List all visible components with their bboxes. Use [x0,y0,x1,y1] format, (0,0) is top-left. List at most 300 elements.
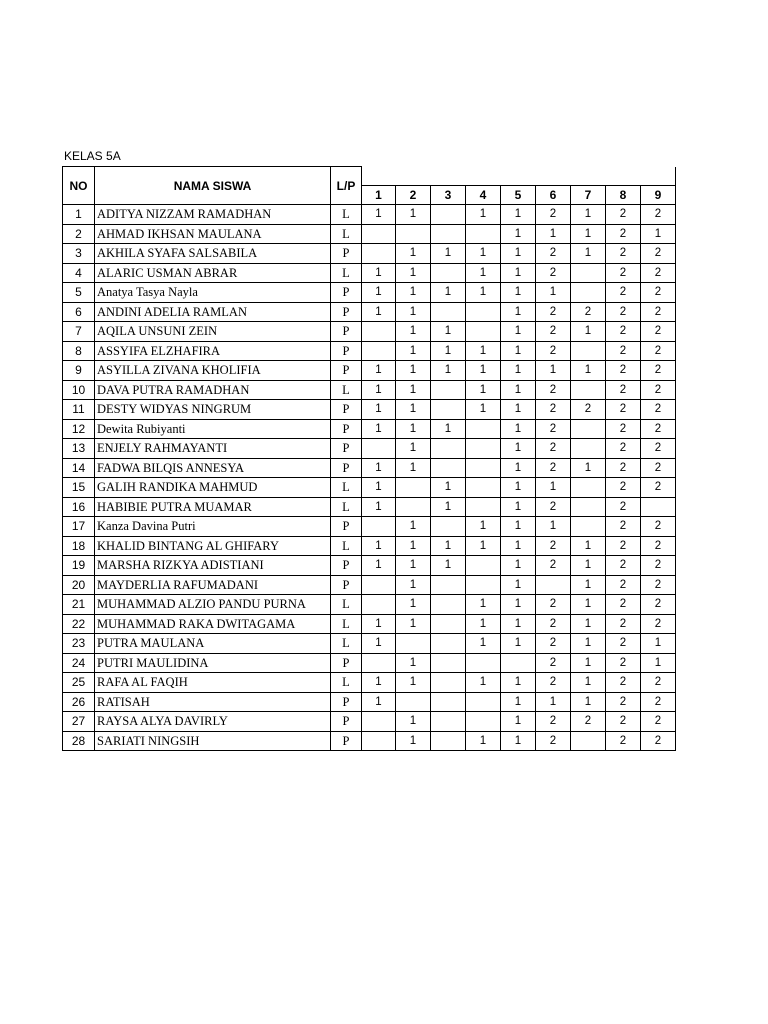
score-cell-1: 1 [362,458,396,478]
student-gender: P [331,283,362,303]
score-cell-1: 1 [362,380,396,400]
score-cell-8: 2 [606,731,641,751]
score-cell-3 [431,595,466,615]
score-cell-2: 1 [396,302,431,322]
table-row [63,458,676,478]
score-cell-8: 2 [606,595,641,615]
score-cell-1: 1 [362,556,396,576]
score-cell-3: 1 [431,244,466,264]
score-cell-7: 1 [571,653,606,673]
row-number: 3 [63,244,95,264]
row-number: 13 [63,439,95,459]
score-cell-7: 1 [571,595,606,615]
score-cell-1 [362,575,396,595]
score-cell-9: 2 [641,361,676,381]
score-cell-6: 2 [536,673,571,693]
score-cell-7: 1 [571,556,606,576]
header-lp: L/P [331,167,362,205]
score-cell-9: 2 [641,302,676,322]
student-name: Dewita Rubiyanti [95,419,331,439]
score-cell-8: 2 [606,517,641,537]
score-cell-6: 2 [536,712,571,732]
row-number: 8 [63,341,95,361]
row-number: 2 [63,224,95,244]
score-cell-4 [466,575,501,595]
score-cell-2: 1 [396,556,431,576]
score-cell-3 [431,731,466,751]
score-cell-5: 1 [501,478,536,498]
score-cell-3: 1 [431,478,466,498]
score-cell-7 [571,380,606,400]
score-cell-3 [431,653,466,673]
score-cell-6: 2 [536,458,571,478]
student-name: Anatya Tasya Nayla [95,283,331,303]
score-cell-8: 2 [606,400,641,420]
student-name: FADWA BILQIS ANNESYA [95,458,331,478]
score-cell-7 [571,419,606,439]
table-row [63,653,676,673]
score-cell-7: 1 [571,634,606,654]
score-cell-5: 1 [501,595,536,615]
score-cell-1: 1 [362,361,396,381]
score-cell-8: 2 [606,224,641,244]
table-row [63,322,676,342]
score-cell-3 [431,634,466,654]
row-number: 12 [63,419,95,439]
score-cell-4: 1 [466,731,501,751]
score-cell-7: 1 [571,322,606,342]
score-cell-9: 2 [641,731,676,751]
score-cell-6: 2 [536,302,571,322]
score-cell-8: 2 [606,614,641,634]
score-cell-9: 2 [641,478,676,498]
score-cell-5: 1 [501,634,536,654]
score-cell-2: 1 [396,283,431,303]
student-name: RATISAH [95,692,331,712]
score-cell-9: 2 [641,517,676,537]
row-number: 19 [63,556,95,576]
score-cell-6: 2 [536,556,571,576]
row-number: 15 [63,478,95,498]
score-cell-9: 2 [641,614,676,634]
student-name: MAYDERLIA RAFUMADANI [95,575,331,595]
score-cell-3 [431,458,466,478]
score-cell-2: 1 [396,673,431,693]
score-cell-8: 2 [606,302,641,322]
student-gender: P [331,439,362,459]
score-cell-3 [431,614,466,634]
header-item-1: 1 [362,185,396,204]
student-name: ALARIC USMAN ABRAR [95,263,331,283]
score-cell-8: 2 [606,380,641,400]
score-cell-5: 1 [501,731,536,751]
score-cell-9: 2 [641,575,676,595]
table-row [63,263,676,283]
score-cell-9: 2 [641,692,676,712]
student-score-table [62,166,676,751]
student-gender: P [331,556,362,576]
student-gender: L [331,224,362,244]
row-number: 14 [63,458,95,478]
table-row [63,634,676,654]
student-name: HABIBIE PUTRA MUAMAR [95,497,331,517]
score-cell-9: 2 [641,536,676,556]
score-cell-2: 1 [396,205,431,225]
score-cell-5: 1 [501,536,536,556]
score-cell-1 [362,322,396,342]
score-cell-7: 1 [571,361,606,381]
score-cell-8: 2 [606,439,641,459]
table-row [63,419,676,439]
table-row [63,556,676,576]
score-cell-8: 2 [606,653,641,673]
row-number: 17 [63,517,95,537]
row-number: 5 [63,283,95,303]
score-cell-1: 1 [362,478,396,498]
student-gender: L [331,634,362,654]
score-cell-6: 2 [536,731,571,751]
score-cell-6: 2 [536,595,571,615]
table-row [63,673,676,693]
student-name: AHMAD IKHSAN MAULANA [95,224,331,244]
score-cell-6: 1 [536,361,571,381]
score-cell-8: 2 [606,419,641,439]
score-cell-3 [431,692,466,712]
score-cell-2 [396,692,431,712]
score-cell-6: 2 [536,400,571,420]
score-cell-6: 2 [536,205,571,225]
score-cell-2 [396,497,431,517]
score-cell-5: 1 [501,244,536,264]
score-cell-9: 2 [641,322,676,342]
score-cell-7: 1 [571,575,606,595]
student-gender: L [331,497,362,517]
score-cell-5: 1 [501,712,536,732]
score-cell-8: 2 [606,478,641,498]
score-cell-8: 2 [606,205,641,225]
score-cell-5: 1 [501,361,536,381]
score-cell-5: 1 [501,205,536,225]
score-cell-7: 2 [571,712,606,732]
student-name: ADITYA NIZZAM RAMADHAN [95,205,331,225]
score-cell-8: 2 [606,712,641,732]
student-name: DAVA PUTRA RAMADHAN [95,380,331,400]
row-number: 28 [63,731,95,751]
table-row [63,400,676,420]
score-cell-4: 1 [466,341,501,361]
score-cell-3 [431,263,466,283]
score-cell-8: 2 [606,283,641,303]
score-cell-7: 1 [571,536,606,556]
student-name: RAYSA ALYA DAVIRLY [95,712,331,732]
score-cell-2: 1 [396,400,431,420]
table-row [63,614,676,634]
row-number: 18 [63,536,95,556]
score-cell-2 [396,478,431,498]
student-name: Kanza Davina Putri [95,517,331,537]
table-row [63,595,676,615]
score-cell-2: 1 [396,712,431,732]
student-gender: L [331,478,362,498]
score-cell-4 [466,478,501,498]
score-cell-7: 2 [571,400,606,420]
score-cell-2: 1 [396,361,431,381]
score-cell-9: 2 [641,263,676,283]
score-cell-1 [362,731,396,751]
score-cell-5: 1 [501,302,536,322]
score-cell-1 [362,341,396,361]
score-cell-8: 2 [606,458,641,478]
score-cell-8: 2 [606,263,641,283]
score-cell-6: 2 [536,419,571,439]
table-row [63,439,676,459]
score-cell-1 [362,244,396,264]
score-cell-4 [466,302,501,322]
score-cell-8: 2 [606,361,641,381]
score-cell-1: 1 [362,536,396,556]
score-cell-8: 2 [606,692,641,712]
score-cell-6: 2 [536,497,571,517]
student-gender: P [331,692,362,712]
score-cell-9: 2 [641,439,676,459]
table-row [63,380,676,400]
score-cell-3 [431,224,466,244]
score-cell-2 [396,634,431,654]
table-row [63,341,676,361]
score-cell-6: 1 [536,692,571,712]
student-gender: L [331,595,362,615]
student-gender: P [331,731,362,751]
score-cell-2: 1 [396,595,431,615]
score-cell-7 [571,263,606,283]
score-cell-3: 1 [431,341,466,361]
score-cell-4 [466,712,501,732]
table-row [63,517,676,537]
student-gender: P [331,302,362,322]
student-gender: P [331,400,362,420]
student-gender: P [331,361,362,381]
score-cell-4: 1 [466,614,501,634]
student-gender: P [331,458,362,478]
score-cell-5: 1 [501,673,536,693]
score-cell-4: 1 [466,263,501,283]
score-cell-1: 1 [362,302,396,322]
table-row [63,536,676,556]
score-cell-3 [431,302,466,322]
score-cell-8: 2 [606,634,641,654]
score-cell-2: 1 [396,380,431,400]
score-cell-7: 2 [571,302,606,322]
score-cell-5: 1 [501,322,536,342]
score-cell-6: 1 [536,478,571,498]
score-cell-4 [466,653,501,673]
score-cell-7 [571,731,606,751]
student-gender: L [331,536,362,556]
student-name: MUHAMMAD ALZIO PANDU PURNA [95,595,331,615]
row-number: 6 [63,302,95,322]
score-cell-4: 1 [466,673,501,693]
score-cell-2: 1 [396,575,431,595]
score-cell-3: 1 [431,361,466,381]
score-cell-5: 1 [501,224,536,244]
table-row [63,692,676,712]
score-cell-6: 2 [536,439,571,459]
score-cell-9: 2 [641,673,676,693]
score-cell-1: 1 [362,419,396,439]
score-cell-1 [362,712,396,732]
table-row [63,731,676,751]
score-cell-4: 1 [466,380,501,400]
student-rows [63,205,676,751]
score-cell-5: 1 [501,341,536,361]
row-number: 23 [63,634,95,654]
score-cell-1: 1 [362,634,396,654]
student-name: PUTRA MAULANA [95,634,331,654]
score-cell-4: 1 [466,244,501,264]
header-items-group [362,167,676,186]
table-row [63,361,676,381]
row-number: 24 [63,653,95,673]
score-cell-2: 1 [396,439,431,459]
score-cell-1: 1 [362,400,396,420]
student-gender: P [331,575,362,595]
score-cell-4 [466,458,501,478]
score-cell-4: 1 [466,595,501,615]
score-cell-6: 1 [536,517,571,537]
student-gender: P [331,341,362,361]
score-cell-9: 2 [641,283,676,303]
student-gender: L [331,673,362,693]
row-number: 20 [63,575,95,595]
score-cell-8: 2 [606,536,641,556]
score-cell-5: 1 [501,419,536,439]
student-name: AQILA UNSUNI ZEIN [95,322,331,342]
score-cell-4 [466,556,501,576]
score-cell-2: 1 [396,263,431,283]
student-name: GALIH RANDIKA MAHMUD [95,478,331,498]
score-cell-5: 1 [501,458,536,478]
student-name: ASSYIFA ELZHAFIRA [95,341,331,361]
row-number: 4 [63,263,95,283]
score-cell-6: 2 [536,244,571,264]
score-cell-6: 1 [536,283,571,303]
student-name: ANDINI ADELIA RAMLAN [95,302,331,322]
student-gender: P [331,712,362,732]
score-cell-6: 2 [536,536,571,556]
score-cell-9: 1 [641,634,676,654]
table-row [63,478,676,498]
student-name: ENJELY RAHMAYANTI [95,439,331,459]
score-cell-9: 2 [641,205,676,225]
header-item-5: 5 [501,185,536,204]
score-cell-3 [431,673,466,693]
score-cell-1: 1 [362,673,396,693]
score-cell-3 [431,380,466,400]
score-cell-6: 2 [536,614,571,634]
header-item-8: 8 [606,185,641,204]
score-cell-6: 2 [536,653,571,673]
score-cell-8: 2 [606,244,641,264]
score-cell-7 [571,439,606,459]
score-cell-7: 1 [571,244,606,264]
class-title: KELAS 5A [64,149,121,163]
score-cell-4 [466,224,501,244]
score-cell-4: 1 [466,634,501,654]
header-item-3: 3 [431,185,466,204]
score-cell-4 [466,692,501,712]
score-cell-2: 1 [396,614,431,634]
score-cell-2: 1 [396,419,431,439]
score-cell-3 [431,400,466,420]
score-cell-4: 1 [466,517,501,537]
row-number: 16 [63,497,95,517]
row-number: 25 [63,673,95,693]
table-row [63,283,676,303]
score-cell-2: 1 [396,322,431,342]
student-name: ASYILLA ZIVANA KHOLIFIA [95,361,331,381]
table-row [63,205,676,225]
score-cell-2: 1 [396,731,431,751]
score-cell-5: 1 [501,380,536,400]
score-cell-6: 2 [536,380,571,400]
score-cell-9 [641,497,676,517]
student-name: MUHAMMAD RAKA DWITAGAMA [95,614,331,634]
score-cell-4 [466,439,501,459]
row-number: 21 [63,595,95,615]
score-cell-2: 1 [396,244,431,264]
score-cell-8: 2 [606,322,641,342]
score-cell-3: 1 [431,283,466,303]
score-cell-5: 1 [501,439,536,459]
score-cell-9: 2 [641,458,676,478]
score-cell-6: 2 [536,634,571,654]
score-cell-3 [431,712,466,732]
row-number: 22 [63,614,95,634]
score-cell-1: 1 [362,205,396,225]
score-cell-9: 2 [641,341,676,361]
score-cell-9: 2 [641,712,676,732]
score-cell-9: 2 [641,419,676,439]
student-gender: L [331,205,362,225]
score-cell-4: 1 [466,400,501,420]
score-cell-7: 1 [571,458,606,478]
table-row [63,302,676,322]
score-cell-3 [431,575,466,595]
score-cell-8: 2 [606,341,641,361]
score-cell-2: 1 [396,341,431,361]
score-cell-3: 1 [431,536,466,556]
score-cell-4: 1 [466,536,501,556]
header-item-4: 4 [466,185,501,204]
student-name: DESTY WIDYAS NINGRUM [95,400,331,420]
score-cell-6: 2 [536,341,571,361]
score-cell-9: 2 [641,380,676,400]
score-cell-7: 1 [571,614,606,634]
student-gender: L [331,614,362,634]
table-row [63,575,676,595]
score-cell-4: 1 [466,205,501,225]
header-no: NO [63,167,95,205]
row-number: 9 [63,361,95,381]
score-cell-2: 1 [396,517,431,537]
score-cell-7 [571,478,606,498]
student-gender: P [331,517,362,537]
score-cell-2: 1 [396,536,431,556]
score-cell-7: 1 [571,205,606,225]
score-cell-3 [431,439,466,459]
score-cell-1: 1 [362,283,396,303]
score-cell-1 [362,439,396,459]
